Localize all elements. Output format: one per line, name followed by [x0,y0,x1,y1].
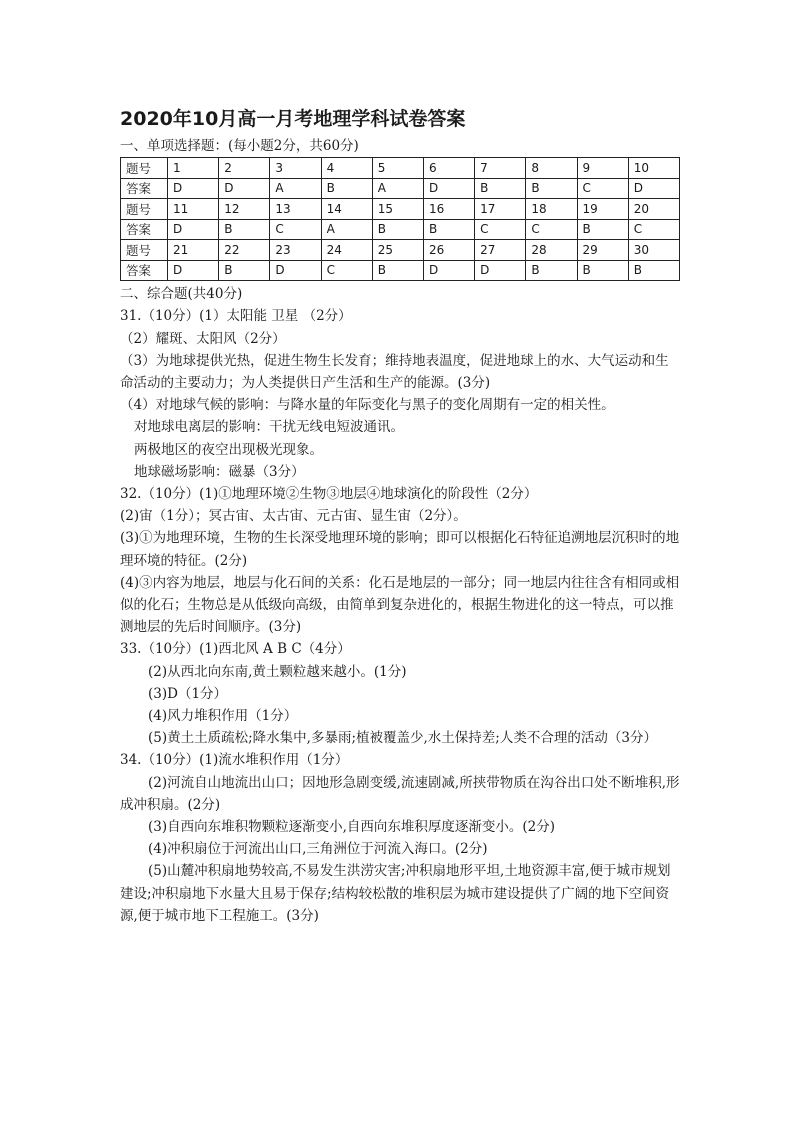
question-number-cell: 19 [577,199,628,220]
answer-cell: D [423,178,474,199]
question-number-cell: 16 [423,199,474,220]
answer-line: (3)①为地理环境，生物的生长深受地理环境的影响；即可以根据化石特征追溯地层沉积时的地理环境的特征。(2分) [120,530,680,569]
answer-cell: C [321,260,372,281]
section-heading-choice: 一、单项选择题：(每小题2分，共60分) [120,138,359,154]
answer-cell: D [219,178,270,199]
answer-cell: A [372,178,423,199]
answer-cell: B [372,260,423,281]
answer-cell: C [526,219,577,240]
question-number-cell: 6 [423,158,474,179]
question-number-cell: 23 [270,240,321,261]
question-number-cell: 18 [526,199,577,220]
answer-cell: D [168,219,219,240]
answer-line: （3）为地球提供光热，促进生物生长发育；维持地表温度，促进地球上的水、大气运动和生命活动的主要动力；为人类提供日产生活和生产的能源。(3分) [120,352,669,392]
answer-line: (4)③内容为地层，地层与化石间的关系：化石是地层的一部分；同一地层内往往含有相同或相似的化石；生物总是从低级向高级，由简单到复杂进化的，根据生物进化的这一特点，可以推测地层的先后时间顺序。(3分) [120,574,680,636]
answer-cell: C [475,219,526,240]
question-number-cell: 4 [321,158,372,179]
answer-line: 31.（10分）(1）太阳能 卫星 （2分） [120,308,352,325]
answer-line: 对地球电离层的影响：干扰无线电短波通讯。 [134,419,404,436]
answer-cell: B [526,178,577,199]
row-label-question: 题号 [121,199,168,220]
question-number-cell: 29 [577,240,628,261]
answer-cell: A [270,178,321,199]
answer-line: (4)冲积扇位于河流出山口,三角洲位于河流入海口。(2分) [148,841,488,858]
answer-line: 34.（10分）(1)流水堆积作用（1分） [120,752,349,769]
question-number-cell: 28 [526,240,577,261]
answer-cell: D [423,260,474,281]
row-label-answer: 答案 [121,260,168,281]
question-number-cell: 8 [526,158,577,179]
question-number-cell: 1 [168,158,219,179]
answer-cell: B [577,219,628,240]
question-number-cell: 17 [475,199,526,220]
table-row-answers [121,219,680,240]
answer-cell: B [219,219,270,240]
answer-line: （4）对地球气候的影响：与降水量的年际变化与黑子的变化周期有一定的相关性。 [120,397,615,414]
answer-line: 地球磁场影响：磁暴（3分） [134,463,305,480]
question-number-cell: 20 [628,199,679,220]
answer-cell: B [423,219,474,240]
question-number-cell: 5 [372,158,423,179]
question-number-cell: 30 [628,240,679,261]
row-label-answer: 答案 [121,178,168,199]
answer-line: (2)河流自山地流出山口；因地形急剧变缓,流速剧减,所挟带物质在沟谷出口处不断堆积,形成冲积扇。(2分) [120,774,680,813]
answer-cell: B [628,260,679,281]
answer-cell: B [526,260,577,281]
answer-line: 32.（10分）(1)①地理环境②生物③地层④地球演化的阶段性（2分） [120,486,538,503]
question-number-cell: 12 [219,199,270,220]
answer-cell: D [475,260,526,281]
question-number-cell: 24 [321,240,372,261]
table-row-question-numbers [121,158,680,179]
section-heading-comprehensive: 二、综合题(共40分) [120,286,243,303]
answer-cell: B [321,178,372,199]
question-number-cell: 21 [168,240,219,261]
row-label-answer: 答案 [121,219,168,240]
answer-cell: C [628,219,679,240]
page-title: 2020年10月高一月考地理学科试卷答案 [120,108,466,130]
answer-cell: C [577,178,628,199]
answer-cell: B [219,260,270,281]
answer-line: 33.（10分）(1)西北风 A B C（4分） [120,641,351,658]
answer-cell: B [372,219,423,240]
table-row-question-numbers [121,199,680,220]
answer-cell: D [168,178,219,199]
answer-line: (5)山麓冲积扇地势较高,不易发生洪涝灾害;冲积扇地形平坦,土地资源丰富,便于城市规划建设;冲积扇地下水量大且易于保存;结构较松散的堆积层为城市建设提供了广阔的地下空间资源,便于城市地下工程施工。(3分) [120,863,671,924]
question-number-cell: 15 [372,199,423,220]
answer-line: (3)D（1分） [148,685,228,702]
answer-cell: D [628,178,679,199]
answer-cell: B [475,178,526,199]
table-row-question-numbers [121,240,680,261]
answer-cell: D [270,260,321,281]
answer-table [120,157,680,281]
table-row-answers [121,178,680,199]
row-label-question: 题号 [121,240,168,261]
question-number-cell: 2 [219,158,270,179]
answer-line: (5)黄土土质疏松;降水集中,多暴雨;植被覆盖少,水土保持差;人类不合理的活动（3分） [148,730,657,747]
answer-cell: D [168,260,219,281]
answer-cell: B [577,260,628,281]
answer-line: 两极地区的夜空出现极光现象。 [134,441,323,458]
question-number-cell: 14 [321,199,372,220]
question-number-cell: 11 [168,199,219,220]
question-number-cell: 25 [372,240,423,261]
question-number-cell: 7 [475,158,526,179]
answer-line: (2)宙（1分）；冥古宙、太古宙、元古宙、显生宙（2分）。 [120,508,467,525]
answer-line: (4)风力堆积作用（1分） [148,708,298,725]
answer-lines [120,305,680,927]
row-label-question: 题号 [121,158,168,179]
question-number-cell: 10 [628,158,679,179]
question-number-cell: 13 [270,199,321,220]
answer-cell: C [270,219,321,240]
answer-line: (3)自西向东堆积物颗粒逐渐变小,自西向东堆积厚度逐渐变小。(2分) [148,819,556,836]
question-number-cell: 3 [270,158,321,179]
table-row-answers [121,260,680,281]
answer-line: (2)从西北向东南,黄土颗粒越来越小。(1分) [148,663,407,680]
answer-sheet [120,104,680,927]
question-number-cell: 26 [423,240,474,261]
answer-line: （2）耀斑、太阳风（2分） [120,330,286,347]
question-number-cell: 22 [219,240,270,261]
question-number-cell: 27 [475,240,526,261]
answer-cell: A [321,219,372,240]
question-number-cell: 9 [577,158,628,179]
